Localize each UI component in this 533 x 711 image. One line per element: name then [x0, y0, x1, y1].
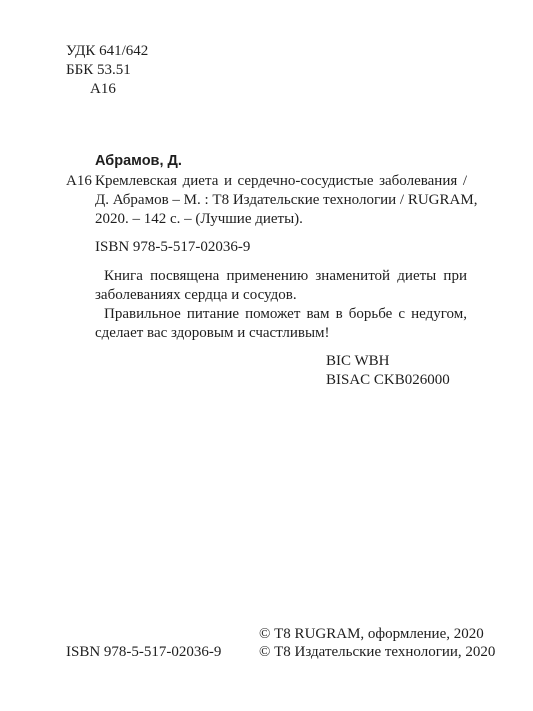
- copyright-line-1: © Т8 RUGRAM, оформление, 2020: [259, 626, 484, 642]
- annotation-line-1: Книга посвящена применению знаменитой диеты при: [104, 268, 467, 284]
- record-author: Абрамов, Д.: [95, 153, 182, 169]
- record-title-line-2: Д. Абрамов – М. : Т8 Издательские технологии / RUGRAM,: [95, 192, 478, 208]
- annotation-line-4: сделает вас здоровым и счастливым!: [95, 325, 330, 341]
- author-sign-code: А16: [90, 81, 116, 97]
- record-title-line-1: Кремлевская диета и сердечно-сосудистые заболевания /: [95, 173, 467, 189]
- bbk-index: ББК 53.51: [66, 62, 131, 78]
- copyright-line-2: © Т8 Издательские технологии, 2020: [259, 644, 496, 660]
- udk-index: УДК 641/642: [66, 43, 149, 59]
- record-isbn: ISBN 978-5-517-02036-9: [95, 239, 251, 255]
- footer-isbn: ISBN 978-5-517-02036-9: [66, 644, 222, 660]
- record-title-line-3: 2020. – 142 с. – (Лучшие диеты).: [95, 211, 303, 227]
- record-code: А16: [66, 173, 92, 189]
- annotation-line-3: Правильное питание поможет вам в борьбе с недугом,: [104, 306, 467, 322]
- annotation-line-2: заболеваниях сердца и сосудов.: [95, 287, 297, 303]
- bisac-code: BISAC CKB026000: [326, 372, 450, 388]
- bic-code: BIC WBH: [326, 353, 390, 369]
